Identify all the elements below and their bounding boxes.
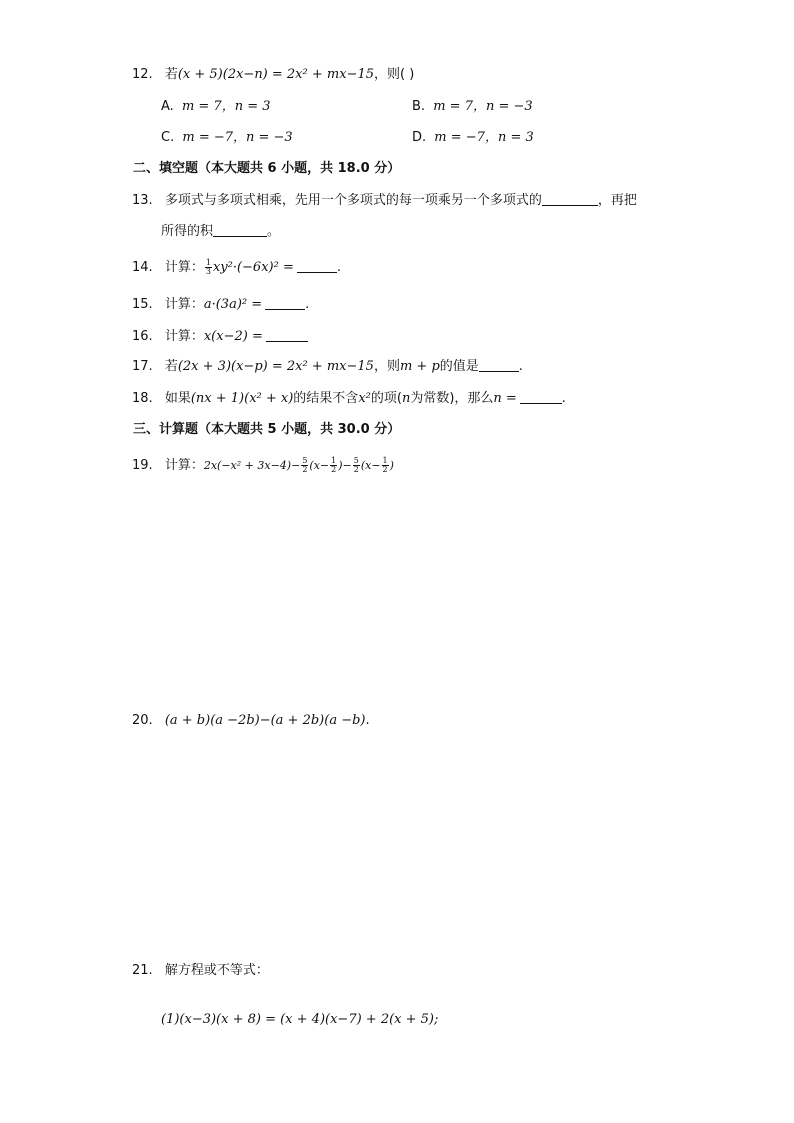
question-math: (1)(x−3)(x + 8) = (x + 4)(x−7) + 2(x + 5); — [161, 1012, 439, 1027]
question-label: 计算： — [164, 329, 204, 344]
question-math: (a + b)(a −2b)−(a + 2b)(a −b) — [164, 713, 366, 728]
answer-blank[interactable] — [542, 192, 598, 206]
question-math: (nx + 1)(x² + x) — [190, 391, 294, 406]
question-mid-3: 为常数)，那么 — [410, 391, 494, 406]
question-math: )− — [338, 459, 352, 472]
question-number: 12. — [132, 67, 153, 82]
question-17 — [132, 358, 523, 376]
question-math: a·(3a)² = — [203, 297, 263, 312]
question-number: 14. — [132, 260, 153, 275]
question-label: 计算： — [164, 458, 204, 473]
question-mid: 的结果不含 — [293, 391, 359, 406]
question-stem-math: (x + 5)(2x−n) = 2x² + mx−15 — [177, 67, 374, 82]
question-math: (2x + 3)(x−p) = 2x² + mx−15 — [177, 359, 374, 374]
fraction-numerator: 1 — [205, 258, 211, 267]
question-math: (x− — [309, 459, 330, 472]
question-math: 2x(−x² + 3x−4)− — [203, 459, 301, 472]
question-number: 17. — [132, 359, 153, 374]
question-21 — [132, 962, 269, 980]
option-text: m = −7，n = −3 — [182, 130, 293, 145]
fraction-numerator: 5 — [302, 456, 308, 465]
question-text: 解方程或不等式： — [164, 963, 269, 978]
option-text: m = 7，n = 3 — [181, 99, 271, 114]
answer-blank[interactable] — [479, 358, 519, 372]
fraction-numerator: 1 — [382, 456, 388, 465]
question-math-2: m + p — [399, 359, 440, 374]
question-21-part-1 — [161, 1011, 438, 1029]
question-number: 15. — [132, 297, 153, 312]
answer-blank[interactable] — [520, 390, 562, 404]
question-14 — [132, 259, 341, 277]
question-math: ) — [389, 459, 394, 472]
question-text-end: ，再把 — [597, 193, 637, 208]
question-prefix: 如果 — [164, 391, 191, 406]
fraction — [353, 457, 360, 474]
question-end: . — [336, 260, 341, 275]
fraction — [382, 457, 389, 474]
option-letter: D. — [412, 130, 427, 145]
answer-blank[interactable] — [265, 296, 305, 310]
fraction-denominator: 2 — [331, 465, 337, 474]
question-13-line-2 — [161, 223, 280, 241]
question-end: . — [518, 359, 523, 374]
question-label: 计算： — [164, 297, 204, 312]
answer-blank[interactable] — [266, 328, 308, 342]
answer-blank[interactable] — [213, 223, 267, 237]
question-text: 所得的积 — [161, 224, 214, 239]
question-suffix: 的值是 — [439, 359, 479, 374]
question-math-3: n — [401, 391, 411, 406]
question-mid: ，则 — [373, 359, 400, 374]
fraction-denominator: 2 — [353, 465, 359, 474]
question-math: xy²·(−6x)² = — [212, 260, 294, 275]
question-stem-prefix: 若 — [164, 67, 178, 82]
question-number: 19. — [132, 458, 153, 473]
question-15 — [132, 296, 309, 314]
fraction-numerator: 5 — [353, 456, 359, 465]
section-heading-fill-in: 二、填空题（本大题共 6 小题，共 18.0 分） — [133, 161, 401, 176]
question-end: . — [305, 297, 310, 312]
question-12 — [132, 66, 414, 84]
fraction — [205, 259, 212, 276]
question-end: . — [365, 713, 370, 728]
question-13 — [132, 192, 637, 210]
question-text: 多项式与多项式相乘，先用一个多项式的每一项乘另一个多项式的 — [164, 193, 542, 208]
fraction-denominator: 2 — [302, 465, 308, 474]
question-number: 20. — [132, 713, 153, 728]
question-math: x(x−2) = — [203, 329, 263, 344]
question-16 — [132, 328, 308, 346]
question-19 — [132, 457, 394, 475]
fraction-denominator: 2 — [382, 465, 388, 474]
question-end: . — [561, 391, 566, 406]
question-prefix: 若 — [164, 359, 178, 374]
question-math: (x− — [360, 459, 381, 472]
question-stem-suffix: ，则( ) — [373, 67, 415, 82]
question-number: 21. — [132, 963, 153, 978]
option-letter: A. — [161, 99, 174, 114]
option-a — [161, 98, 271, 116]
option-b — [412, 98, 533, 116]
option-d — [412, 129, 534, 147]
option-letter: C. — [161, 130, 175, 145]
option-letter: B. — [412, 99, 426, 114]
question-math-4: n = — [493, 391, 517, 406]
fraction — [301, 457, 308, 474]
option-text: m = −7，n = 3 — [434, 130, 534, 145]
question-mid-2: 的项( — [370, 391, 402, 406]
fraction-numerator: 1 — [331, 456, 337, 465]
question-number: 18. — [132, 391, 153, 406]
question-math-2: x² — [358, 391, 371, 406]
question-label: 计算： — [164, 260, 204, 275]
question-number: 16. — [132, 329, 153, 344]
answer-blank[interactable] — [297, 259, 337, 273]
section-heading-calculation: 三、计算题（本大题共 5 小题，共 30.0 分） — [133, 422, 401, 437]
option-text: m = 7，n = −3 — [433, 99, 533, 114]
fraction-denominator: 3 — [205, 267, 211, 276]
question-18 — [132, 390, 566, 408]
fraction — [330, 457, 337, 474]
question-number: 13. — [132, 193, 153, 208]
question-text-end: 。 — [267, 224, 281, 239]
question-20 — [132, 712, 370, 730]
option-c — [161, 129, 293, 147]
